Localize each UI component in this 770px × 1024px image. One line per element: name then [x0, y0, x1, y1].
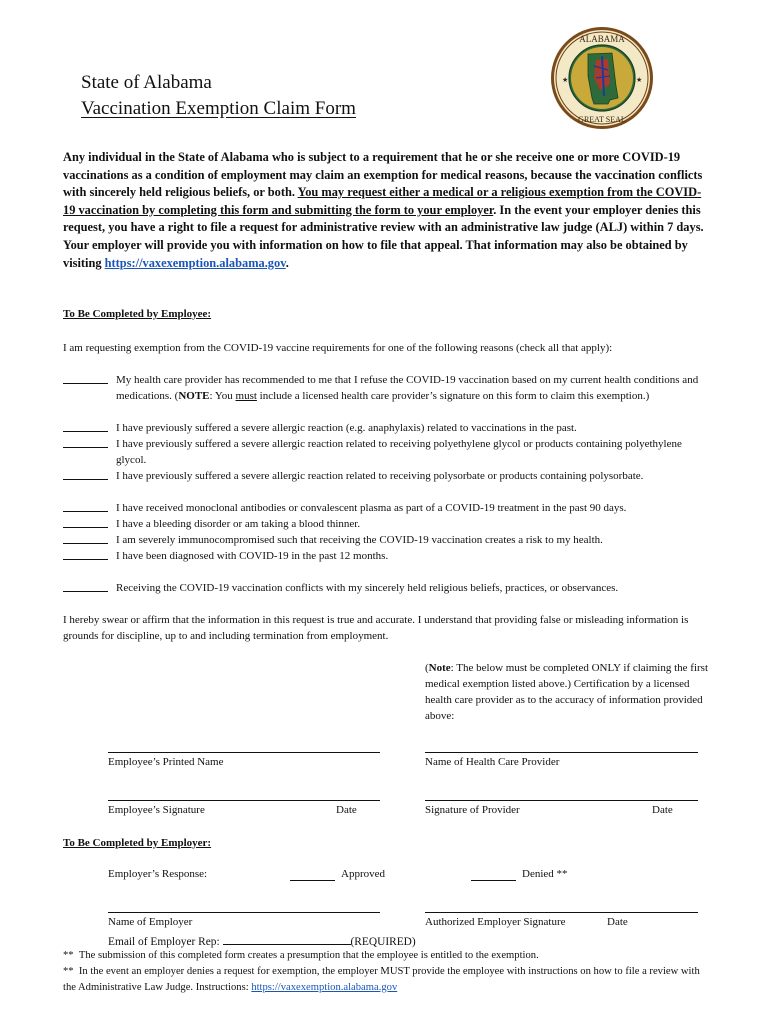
checkbox-blank-line[interactable]	[63, 591, 108, 592]
provider-name-field[interactable]	[425, 752, 698, 753]
checkbox-blank-line[interactable]	[63, 479, 108, 480]
intro-paragraph: Any individual in the State of Alabama who is subject to a requirement that he or she receive one or more COVID-19 vaccinations as a condition of employment may claim an exemption for medical reasons, because the vaccination conflicts with sincerely held religious beliefs, or both. You may request either a medical or a religious exemption from the COVID-19 vaccination by completing this form and submitting the form to your employer. In the event your employer denies this request, you have a right to file a request for administrative review with an administrative law judge (ALJ) within 7 days. Your employer will provide you with information on how to file that appeal. That information may also be obtained by visiting https://vaxexemption.alabama.gov.	[63, 150, 704, 270]
checkbox-blank-line[interactable]	[63, 431, 108, 432]
option-medical-provider: My health care provider has recommended to me that I refuse the COVID-19 vaccination based on my current health conditions and medications. (NOTE: You must include a licensed health care provider’s signature on this form to claim this exemption.)	[63, 372, 713, 420]
employer-response-label: Employer’s Response:	[108, 868, 208, 880]
employer-section-heading: To Be Completed by Employer:	[63, 837, 212, 849]
form-title-name: Vaccination Exemption Claim Form	[81, 98, 356, 119]
provider-name-label: Name of Health Care Provider	[425, 756, 560, 768]
provider-signature-label: Signature of Provider	[425, 804, 520, 816]
footnote-vaxexemption-link[interactable]: https://vaxexemption.alabama.gov	[251, 981, 398, 993]
provider-note: (Note: The below must be completed ONLY if claiming the first medical exemption listed above.) Certification by a licensed health care provider as to the accuracy of information provided above:	[425, 662, 709, 722]
footnote-2: ** In the event an employer denies a request for exemption, the employer MUST provide the employee with instructions on how to file a review with the Administrative Law Judge. Instructions: https://vaxexemption.alabama.gov	[63, 966, 700, 993]
employer-email-row	[108, 932, 416, 948]
employer-signature-field[interactable]	[425, 912, 698, 913]
employer-email-field[interactable]	[223, 932, 351, 945]
svg-text:★: ★	[636, 76, 643, 84]
checkbox-blank-line[interactable]	[63, 543, 108, 544]
denied-blank-line[interactable]	[471, 880, 516, 881]
employer-name-field[interactable]	[108, 912, 380, 913]
seal-bottom-text: GREAT SEAL	[578, 115, 626, 124]
employer-date-label: Date	[607, 916, 628, 928]
option-bleeding-disorder: I have a bleeding disorder or am taking a blood thinner.	[63, 516, 713, 532]
employer-name-label: Name of Employer	[108, 916, 193, 928]
option-immunocompromised: I am severely immunocompromised such that receiving the COVID-19 vaccination creates a risk to my health.	[63, 532, 713, 548]
vaxexemption-link[interactable]: https://vaxexemption.alabama.gov	[104, 255, 286, 270]
provider-signature-field[interactable]	[425, 800, 698, 801]
option-vaccine-allergy: I have previously suffered a severe allergic reaction (e.g. anaphylaxis) related to vaccinations in the past.	[63, 420, 713, 436]
email-required: (REQUIRED)	[350, 936, 416, 948]
employee-signature-label: Employee’s Signature	[108, 804, 205, 816]
denied-label: Denied **	[522, 868, 568, 880]
checkbox-blank-line[interactable]	[63, 527, 108, 528]
approved-blank-line[interactable]	[290, 880, 335, 881]
checkbox-blank-line[interactable]	[63, 559, 108, 560]
checkbox-blank-line[interactable]	[63, 383, 108, 384]
option-polysorbate-allergy: I have previously suffered a severe allergic reaction related to receiving polysorbate or products containing polysorbate.	[63, 468, 713, 500]
option-peg-allergy: I have previously suffered a severe allergic reaction related to receiving polyethylene glycol or products containing polyethylene glycol.	[63, 436, 713, 468]
checkbox-blank-line[interactable]	[63, 447, 108, 448]
footnote-1: ** The submission of this completed form creates a presumption that the employee is entitled to the exemption.	[63, 950, 539, 961]
svg-text:★: ★	[562, 76, 569, 84]
employee-date-label: Date	[336, 804, 357, 816]
printed-name-label: Employee’s Printed Name	[108, 756, 224, 768]
printed-name-field[interactable]	[108, 752, 380, 753]
form-title-state: State of Alabama	[81, 72, 212, 93]
alabama-great-seal-icon	[550, 26, 654, 130]
option-monoclonal-antibodies: I have received monoclonal antibodies or convalescent plasma as part of a COVID-19 treatment in the past 90 days.	[63, 500, 713, 516]
checkbox-blank-line[interactable]	[63, 511, 108, 512]
employee-signature-field[interactable]	[108, 800, 380, 801]
seal-top-text: ALABAMA	[579, 34, 625, 44]
employer-signature-label: Authorized Employer Signature	[425, 916, 566, 928]
option-covid-diagnosis: I have been diagnosed with COVID-19 in the past 12 months.	[63, 548, 713, 564]
email-label: Email of Employer Rep:	[108, 936, 223, 948]
employee-section-heading: To Be Completed by Employee:	[63, 308, 212, 320]
provider-date-label: Date	[652, 804, 673, 816]
intro-underlined-text: You may request either a medical or a religious exemption from the COVID-19 vaccination by completing this form and submitting the form to your employer	[63, 185, 702, 217]
affirmation-text: I hereby swear or affirm that the information in this request is true and accurate. I understand that providing false or misleading information is grounds for discipline, up to and including termination from employment.	[63, 614, 689, 642]
approved-label: Approved	[341, 868, 385, 880]
intro-text-continued: . In the event your employer denies this request, you have a right to file a request for administrative review with an administrative law judge (ALJ) within 7 days. Your employer will provide you with information on how to file that appeal. That information may also be obtained by visiting	[63, 202, 704, 270]
intro-text: Any individual in the State of Alabama who is subject to a requirement that he or she receive one or more COVID-19 vaccinations as a condition of employment may claim an exemption for medical reasons, because the vaccination conflicts with sincerely held religious beliefs, or both.	[63, 150, 703, 200]
option-religious-beliefs: Receiving the COVID-19 vaccination conflicts with my sincerely held religious beliefs, practices, or observances.	[63, 580, 713, 596]
request-text: I am requesting exemption from the COVID-19 vaccine requirements for one of the following reasons (check all that apply):	[63, 342, 613, 354]
